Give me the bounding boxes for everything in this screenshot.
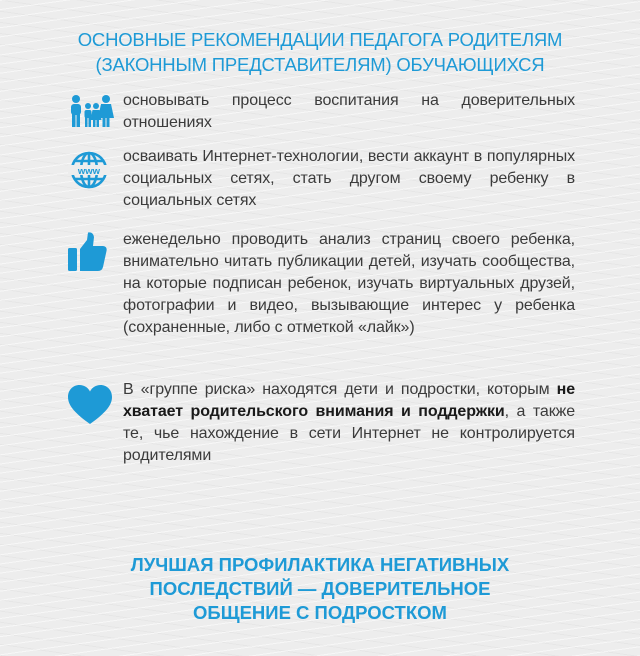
family-icon	[68, 94, 116, 133]
svg-text:www: www	[77, 166, 101, 177]
recommendation-text-3: еженедельно проводить анализ страниц своего ребенка, внимательно читать публикации детей, изучать сообщества, на которые подписан ребенок, изучать виртуальных друзей, фотографии и видео, вызывающие интерес у ребенка (сохраненные, либо с отметкой «лайк»)	[123, 231, 575, 336]
recommendation-text-4	[123, 379, 575, 467]
footer-line-3: ОБЩЕНИЕ С ПОДРОСТКОМ	[193, 602, 447, 623]
thumbs-up-icon	[68, 231, 108, 278]
risk-text-start: В «группе риска» находятся дети и подростки, которым	[123, 381, 557, 398]
title-line-1: ОСНОВНЫЕ РЕКОМЕНДАЦИИ ПЕДАГОГА РОДИТЕЛЯМ	[77, 29, 563, 50]
recommendation-text-1: основывать процесс воспитания на доверительных отношениях	[123, 92, 575, 131]
risk-text-end: , а также те, чье нахождение в сети Интернет не контролируется родителями	[123, 403, 575, 464]
footer-slogan	[0, 553, 640, 625]
footer-line-2: ПОСЛЕДСТВИЙ — ДОВЕРИТЕЛЬНОЕ	[149, 578, 491, 599]
risk-text-emphasis: не хватает родительского внимания и поддержки	[123, 381, 575, 420]
globe-www-icon	[68, 150, 110, 195]
heart-icon	[68, 385, 112, 430]
footer-line-1: ЛУЧШАЯ ПРОФИЛАКТИКА НЕГАТИВНЫХ	[130, 554, 510, 575]
recommendation-text-2: осваивать Интернет-технологии, вести аккаунт в популярных социальных сетях, стать другом своему ребенку в социальных сетях	[123, 148, 575, 209]
title-line-2: (ЗАКОННЫМ ПРЕДСТАВИТЕЛЯМ) ОБУЧАЮЩИХСЯ	[95, 54, 545, 75]
page-title	[0, 27, 640, 77]
